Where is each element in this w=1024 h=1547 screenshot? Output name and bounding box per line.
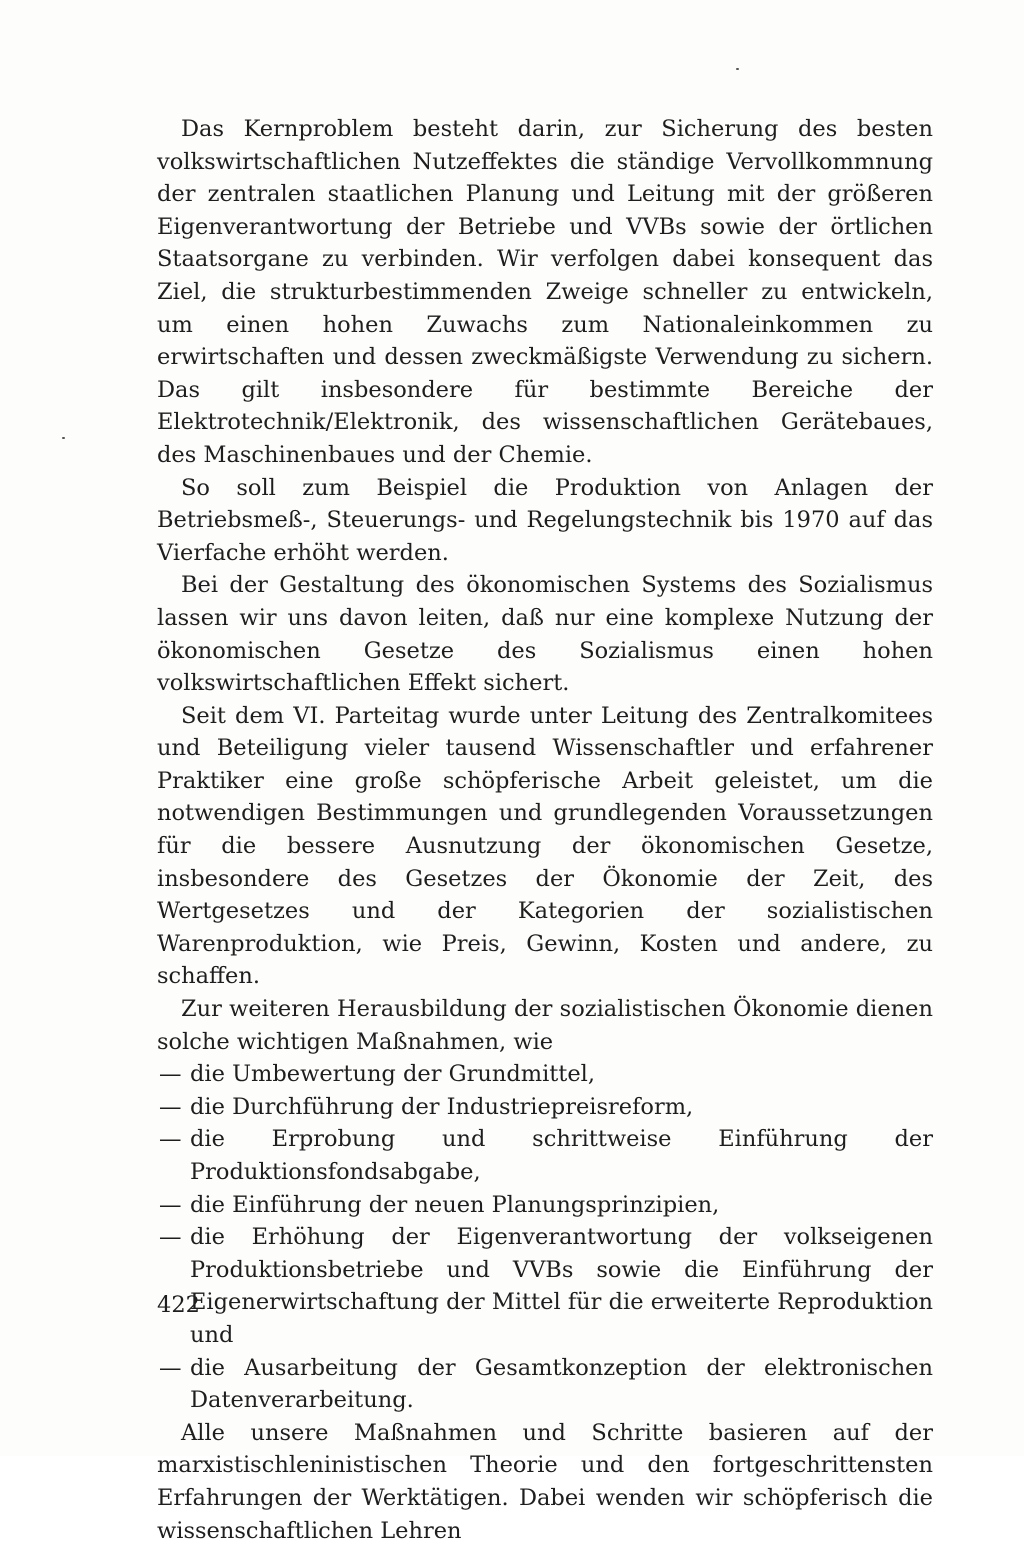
list-item-text: die Erprobung und schrittweise Einführung der Produktionsfondsabgabe, [190, 1126, 933, 1185]
dash-marker: — [159, 1093, 182, 1120]
dash-marker: — [159, 1061, 182, 1088]
list-item-text: die Durchführung der Industriepreisreform, [190, 1093, 694, 1120]
list-item-text: die Ausarbeitung der Gesamtkonzeption der elektronischen Datenverarbeitung. [190, 1354, 933, 1414]
list-item [157, 1221, 933, 1351]
body-text [157, 113, 933, 1547]
scan-speck [62, 437, 65, 439]
list-item [157, 1189, 933, 1222]
paragraph-production-example: So soll zum Beispiel die Produktion von Anlagen der Betriebsmeß-, Steuerungs- und Regelungstechnik bis 1970 auf das Vierfache erhöht werden. [157, 474, 933, 566]
list-item [157, 1352, 933, 1417]
paragraph-economic-system: Bei der Gestaltung des ökonomischen Systems des Sozialismus lassen wir uns davon leiten, daß nur eine komplexe Nutzung der ökonomischen Gesetze des Sozialismus einen hohen volkswirtschaftlichen Effekt sichert. [157, 572, 933, 697]
list-item [157, 1123, 933, 1188]
paragraph-closing: Alle unsere Maßnahmen und Schritte basieren auf der marxistischleninistischen Theorie und den fortgeschrittensten Erfahrungen der Werktätigen. Dabei wenden wir schöpferisch die wissenschaftlichen Lehren [157, 1419, 933, 1544]
dash-marker: — [159, 1354, 182, 1381]
paragraph-core-problem: Das Kernproblem besteht darin, zur Sicherung des besten volkswirtschaftlichen Nutzeffektes die ständige Vervollkommnung der zentralen staatlichen Planung und Leitung mit der größeren Eigenverantwortung der Betriebe und VVBs sowie der örtlichen Staatsorgane zu verbinden. Wir verfolgen dabei konsequent das Ziel, die strukturbestimmenden Zweige schneller zu entwickeln, um einen hohen Zuwachs zum Nationaleinkommen zu erwirtschaften und dessen zweckmäßigste Verwendung zu sichern. Das gilt insbesondere für bestimmte Bereiche der Elektrotechnik/Elektronik, des wissenschaftlichen Gerätebaues, des Maschinenbaues und der Chemie. [157, 116, 933, 468]
scan-speck [736, 68, 739, 70]
paragraph-party-congress: Seit dem VI. Parteitag wurde unter Leitung des Zentralkomitees und Beteiligung vieler tausend Wissenschaftler und erfahrener Praktiker eine große schöpferische Arbeit geleistet, um die notwendigen Bestimmungen und grundlegenden Voraussetzungen für die bessere Ausnutzung der ökonomischen Gesetze, insbesondere des Gesetzes der Ökonomie der Zeit, des Wertgesetzes und der Kategorien der sozialistischen Warenproduktion, wie Preis, Gewinn, Kosten und andere, zu schaffen. [157, 702, 933, 990]
list-item [157, 1058, 933, 1091]
dash-marker: — [159, 1224, 182, 1251]
list-item-text: die Erhöhung der Eigenverantwortung der volkseigenen Produktionsbetriebe und VVBs sowie die Einführung der Eigenerwirtschaftung der Mittel für die erweiterte Reproduktion und [190, 1224, 933, 1348]
dash-marker: — [159, 1191, 182, 1218]
measures-list [157, 1058, 933, 1417]
list-item-text: die Umbewertung der Grundmittel, [190, 1061, 596, 1088]
dash-marker: — [159, 1126, 182, 1153]
list-item-text: die Einführung der neuen Planungsprinzipien, [190, 1191, 720, 1218]
list-item [157, 1091, 933, 1124]
paragraph-measures-intro: Zur weiteren Herausbildung der sozialistischen Ökonomie dienen solche wichtigen Maßnahmen, wie [157, 996, 933, 1055]
page-number: 422 [157, 1292, 200, 1318]
